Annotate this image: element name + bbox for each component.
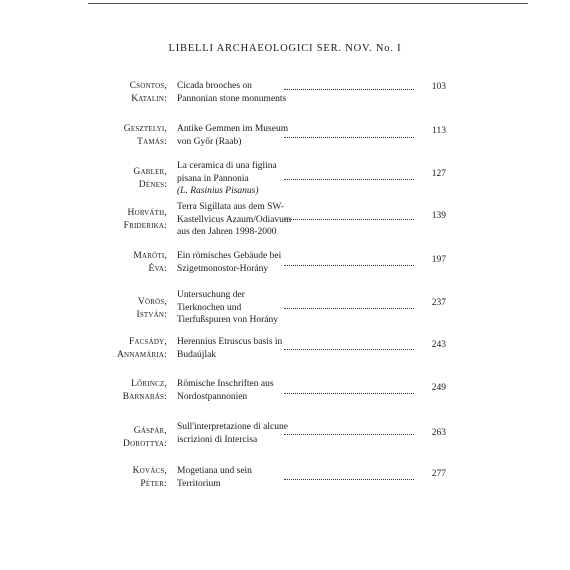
title-line: iscrizioni di Intercisa (177, 434, 258, 445)
title-line: Ein römisches Gebäude bei (177, 251, 282, 261)
entry-author (95, 123, 167, 149)
author-surname: Lőrincz, (131, 379, 167, 389)
title-line: Mogetiana und sein (177, 466, 252, 476)
entry-page-number: 139 (431, 211, 446, 221)
title-line: pisana in Pannonia (177, 173, 249, 184)
toc-entry (0, 421, 570, 471)
author-forename: Friderika: (123, 221, 167, 231)
title-line: Territorium (177, 478, 221, 489)
entry-title (177, 465, 287, 490)
title-line: von Győr (Raab) (177, 136, 242, 147)
title-line: Pannonian stone monuments (177, 93, 287, 104)
entry-page-number: 249 (431, 383, 446, 393)
entry-title (177, 421, 287, 446)
entry-author (95, 250, 167, 276)
title-line: Szigetmonostor-Horány (177, 263, 269, 274)
dot-leader (284, 479, 414, 480)
author-forename: Annamária: (117, 350, 167, 360)
title-line: aus den Jahren 1998-2000 (177, 227, 277, 237)
title-line: La ceramica di una figlina (177, 161, 277, 171)
author-forename: István: (136, 310, 167, 320)
entry-title (177, 250, 287, 275)
dot-leader (284, 137, 414, 138)
entry-page-number: 277 (431, 469, 446, 479)
entry-author (95, 207, 167, 233)
title-line: Herennius Etruscus basis in (177, 337, 283, 347)
entry-page-number: 127 (431, 169, 446, 179)
page-header: LIBELLI ARCHAEOLOGICI SER. NOV. No. I (168, 43, 402, 54)
dot-leader (284, 349, 414, 350)
entry-title (177, 378, 287, 403)
entry-title (177, 201, 292, 239)
author-surname: Horváth, (127, 208, 167, 218)
entry-title (177, 336, 287, 361)
toc-entry (0, 465, 570, 515)
title-line: Nordostpannonien (177, 391, 248, 402)
author-surname: Facsády, (128, 337, 167, 347)
entry-author (95, 336, 167, 362)
toc-entry (0, 289, 570, 339)
toc-entry (0, 201, 570, 251)
entry-author (95, 425, 167, 451)
author-surname: Gabler, (133, 167, 167, 177)
entry-page-number: 263 (431, 428, 446, 438)
dot-leader (284, 393, 414, 394)
entry-page-number: 197 (431, 255, 446, 265)
dot-leader (284, 308, 414, 309)
entry-page-number: 243 (431, 340, 446, 350)
title-line: Kastellvicus Azaum/Odiavum (177, 214, 292, 225)
entry-page-number: 113 (432, 126, 446, 136)
entry-title (177, 80, 287, 105)
author-forename: Péter: (140, 479, 167, 489)
entry-author (95, 80, 167, 106)
entry-page-number: 237 (431, 298, 446, 308)
entry-author (95, 378, 167, 404)
author-surname: Gáspár, (133, 426, 167, 436)
title-line: Antike Gemmen im Museum (177, 124, 289, 134)
title-line: Terra Sigillata aus dem SW- (177, 202, 284, 212)
dot-leader (284, 265, 414, 266)
title-line: Budaújlak (177, 349, 217, 360)
title-line: Tierfußspuren von Horány (177, 315, 278, 325)
title-line: Untersuchung der (177, 290, 245, 300)
top-rule (88, 3, 528, 4)
title-line: Sull'interpretazione di alcune (177, 422, 288, 432)
title-line: Römische Inschriften aus (177, 379, 274, 389)
author-forename: Dénes: (138, 180, 167, 190)
entry-title (177, 160, 287, 198)
dot-leader (284, 179, 414, 180)
author-surname: Maróti, (133, 251, 167, 261)
author-surname: Gesztelyi, (123, 124, 167, 134)
entry-author (95, 296, 167, 322)
dot-leader (284, 219, 414, 220)
author-forename: Katalin: (131, 94, 167, 104)
entry-page-number: 103 (431, 82, 446, 92)
title-line: (L. Rasinius Pisanus) (177, 186, 259, 196)
title-line: Tierknochen und (177, 302, 242, 313)
entry-title (177, 289, 287, 327)
author-forename: Barnabás: (122, 392, 167, 402)
entry-title (177, 123, 287, 148)
dot-leader (284, 434, 414, 435)
author-surname: Csontos, (129, 81, 167, 91)
entry-author (95, 166, 167, 192)
entry-author (95, 465, 167, 491)
dot-leader (284, 89, 414, 90)
title-line: Cicada brooches on (177, 81, 252, 91)
author-forename: Tamás: (137, 137, 167, 147)
author-forename: Dorottya: (123, 439, 167, 449)
author-surname: Kovács, (132, 466, 167, 476)
author-surname: Vörös, (137, 297, 167, 307)
author-forename: Éva: (148, 264, 167, 274)
